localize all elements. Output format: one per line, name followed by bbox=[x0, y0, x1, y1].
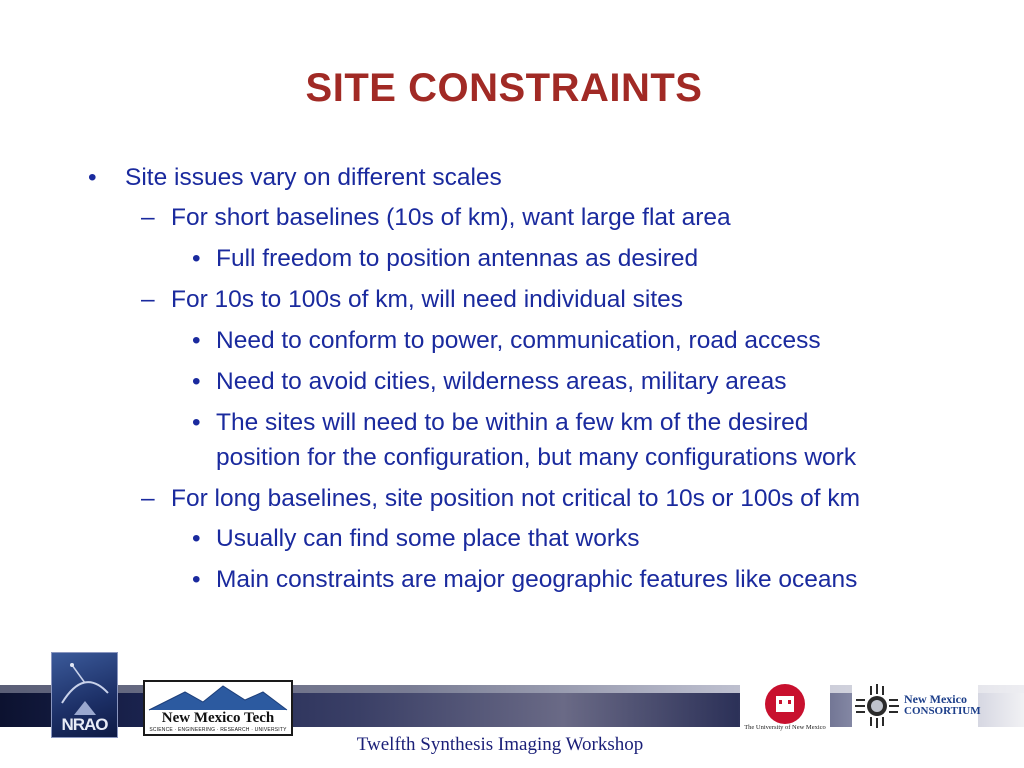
subsub-bullet-item: Full freedom to position antennas as desired bbox=[216, 245, 699, 272]
sub-bullet-item: For long baselines, site position not critical to 10s or 100s of km bbox=[171, 485, 861, 512]
subsub-bullet-item: Main constraints are major geographic features like oceans bbox=[216, 566, 858, 593]
nrao-logo-text: NRAO bbox=[61, 715, 108, 734]
bullet-marker: • bbox=[88, 164, 97, 191]
subsub-bullet-item: Need to conform to power, communication, road access bbox=[216, 327, 821, 354]
subsub-bullet-marker: • bbox=[192, 409, 201, 436]
subsub-bullet-marker: • bbox=[192, 566, 201, 593]
subsub-bullet-item: The sites will need to be within a few km of the desired bbox=[216, 409, 809, 436]
subsub-bullet-item: Usually can find some place that works bbox=[216, 525, 640, 552]
nrao-logo bbox=[51, 652, 118, 738]
new-mexico-tech-logo bbox=[143, 680, 293, 736]
subsub-bullet-item: Need to avoid cities, wilderness areas, military areas bbox=[216, 368, 787, 395]
unm-emblem-icon bbox=[740, 680, 830, 724]
sub-bullet-marker: – bbox=[141, 204, 155, 231]
nmt-tagline: SCIENCE · ENGINEERING · RESEARCH · UNIVERSITY bbox=[149, 727, 287, 733]
subsub-bullet-marker: • bbox=[192, 245, 201, 272]
consortium-line1: New Mexico bbox=[904, 692, 967, 706]
consortium-line2: CONSORTIUM bbox=[904, 705, 981, 717]
sub-bullet-marker: – bbox=[141, 286, 155, 313]
sub-bullet-marker: – bbox=[141, 485, 155, 512]
workshop-footer: Twelfth Synthesis Imaging Workshop bbox=[356, 734, 644, 755]
sub-bullet-item: For short baselines (10s of km), want large flat area bbox=[171, 204, 731, 231]
zia-sun-icon bbox=[852, 682, 902, 730]
subsub-bullet-continuation: position for the configuration, but many configurations work bbox=[216, 444, 857, 471]
sub-bullet-item: For 10s to 100s of km, will need individual sites bbox=[171, 286, 684, 313]
subsub-bullet-marker: • bbox=[192, 327, 201, 354]
unm-text: The University of New Mexico bbox=[744, 724, 826, 731]
nmt-name: New Mexico Tech bbox=[161, 710, 275, 726]
subsub-bullet-marker: • bbox=[192, 525, 201, 552]
bullet-item: Site issues vary on different scales bbox=[125, 164, 502, 191]
nm-consortium-logo bbox=[852, 682, 981, 730]
unm-logo bbox=[740, 680, 830, 736]
mountain-icon bbox=[145, 682, 291, 712]
slide-title: SITE CONSTRAINTS bbox=[305, 66, 703, 110]
subsub-bullet-marker: • bbox=[192, 368, 201, 395]
